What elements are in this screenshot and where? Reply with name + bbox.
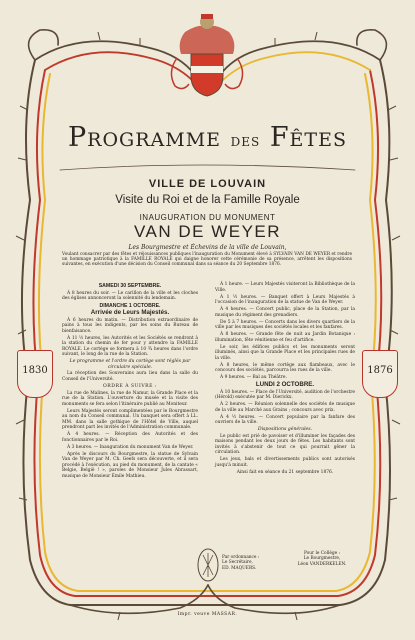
left-paragraph: Après le discours du Bourgmestre, la statue de Sylvain Van de Weyer par M. Ch. Geefs sera découverte, et il sera procédé à l'exécution, au pied du monument, de la cantate « Belgie, België ! », paroles de Monsieur Jules Abrassart, musique de Monsieur Émile Mathieu.: [62, 451, 198, 479]
bottom-emblem: [198, 549, 218, 581]
right-paragraph: À 4 ½ heures. — Concert populaire par la fanfare des ouvriers de la ville.: [215, 414, 355, 425]
visit-line: Visite du Roi et de la Famille Royale: [115, 194, 300, 206]
college-label: Pour le Collège :: [303, 551, 341, 556]
year-left: 1830: [22, 365, 48, 376]
year-shield-left: [17, 350, 53, 398]
samedi-heading: SAMEDI 30 SEPTEMBRE.: [98, 283, 162, 289]
city-subtitle: VILLE DE LOUVAIN: [148, 178, 267, 190]
title-fetes: Fêtes: [269, 122, 347, 153]
ordre-heading: ORDRE À SUIVRE :: [103, 384, 157, 389]
left-paragraph: La rue de Malines, la rue de Namur, la Grande Place et la rue de la Station. L'ouverture du musée et la visite des monuments se fera selon l'itinéraire publié au Moniteur.: [62, 390, 198, 407]
coat-of-arms: [171, 14, 242, 96]
left-column: [62, 282, 198, 481]
right-paragraph: À 2 heures. — Réunion solennelle des sociétés de musique de la ville au Marché aux Grains ; concours avec prix.: [215, 402, 355, 413]
left-paragraph: À 6 heures du matin. — Distribution extraordinaire de pains à tous les indigents, par les soins du Bureau de bienfaisance.: [62, 317, 198, 334]
left-paragraph: À 11 ½ heures, les Autorités et les Sociétés se rendront à la station du chemin de fer pour y attendre la FAMILLE ROYALE. Le cortège se formera à 10 ¾ heures dans l'ordre suivant, le long de la rue de la Station.: [62, 335, 198, 357]
title-main: Programme: [67, 122, 222, 153]
intro-heading: Les Bourgmestre et Échevins de la ville de Louvain,: [128, 244, 287, 251]
arrivee-heading: Arrivée de Leurs Majestés.: [90, 309, 170, 316]
left-paragraph: La réception des Souverains aura lieu dans la salle du Conseil de l'Université.: [62, 371, 198, 382]
sec-title: Le Secrétaire,: [222, 560, 253, 566]
college-title: Le Bourgmestre,: [303, 556, 341, 562]
right-paragraph: À 8 heures. — Grande fête de nuit au Jardin Botanique : illumination, fête vénitienne et feu d'artifice.: [215, 332, 355, 343]
signed-line: Ainsi fait en séance du 21 septembre 1876.: [236, 469, 334, 475]
right-paragraph: Les jeux, bals et divertissements publics sont autorisés jusqu'à minuit.: [215, 457, 355, 468]
note: Le programme et l'ordre du cortège sont réglés par circulaire spéciale.: [69, 359, 191, 370]
right-paragraph: À 4 heures. — Concert public, place de la Station, par la musique du régiment des grenadiers.: [215, 307, 355, 318]
left-paragraph: À 3 heures. — Inauguration du monument Van de Weyer.: [67, 444, 194, 450]
dispositions-heading: Dispositions générales.: [257, 427, 313, 432]
right-paragraph: À 1 heure. — Leurs Majestés visiteront la Bibliothèque de la Ville.: [215, 282, 355, 293]
year-right: 1876: [367, 365, 393, 376]
samedi-text: À 8 heures du soir. — Le carillon de la ville et les cloches des églises annonceront la solennité du lendemain.: [62, 290, 198, 301]
right-paragraph: Le soir, les édifices publics et les monuments seront illuminés, ainsi que la Grande Place et les principales rues de la ville.: [215, 344, 355, 361]
right-column: [215, 282, 355, 477]
page-title: [40, 122, 375, 153]
printer-line: Impr. veuve MASSAR.: [177, 612, 238, 617]
left-paragraph: Leurs Majestés seront complimentées par le Bourgmestre au nom du Conseil communal. Un banquet sera offert à LL. MM. dans la salle gothique de l'Hôtel de Ville, auquel prendront part les invités de l'Administration communale.: [62, 408, 198, 430]
lundi-heading: LUNDI 2 OCTOBRE.: [255, 381, 315, 388]
sec-name: ED. MAQUERS.: [222, 565, 257, 571]
right-paragraph: À 8 heures, le même cortège aux flambeaux, avec le concours des sociétés, parcourra les rues de la ville.: [215, 362, 355, 373]
inauguration-line: INAUGURATION DU MONUMENT: [139, 213, 276, 222]
right-paragraph: De 5 à 7 heures. — Concerts dans les divers quartiers de la ville par les musiques des sociétés locales et les fanfares.: [215, 319, 355, 330]
secretary-signature: [222, 555, 282, 571]
right-paragraph: À 9 heures. — Bal au Théâtre.: [220, 375, 287, 380]
college-name: Léon VANDERKELEN.: [297, 561, 347, 567]
right-paragraph: Le public est prié de pavoiser et d'illuminer les façades des maisons pendant les deux jours de fêtes. Les habitants sont invités à s'abstenir de tout ce qui pourrait gêner la circulation.: [215, 433, 355, 455]
right-paragraph: À 10 heures. — Place de l'Université, audition de l'orchestre (Hérold) exécutée par M. Dierickx.: [215, 389, 355, 400]
sec-label: Par ordonnance :: [222, 555, 260, 560]
left-paragraph: À 4 heures. — Réception des Autorités et des fonctionnaires par le Roi.: [62, 432, 198, 443]
year-shield-right: [362, 350, 398, 398]
college-signature: [288, 551, 356, 567]
right-paragraph: À 1 ½ heures. — Banquet offert à Leurs Majestés à l'occasion de l'inauguration de la statue de Van de Weyer.: [215, 294, 355, 305]
monument-name: VAN DE WEYER: [133, 222, 282, 241]
dimanche-heading: DIMANCHE 1 OCTOBRE.: [99, 302, 161, 309]
title-des: des: [230, 131, 261, 151]
intro-text: Voulant consacrer par des fêtes et réjouissances publiques l'inauguration du Monument élevé à SYLVAIN VAN DE WEYER et rendre un hommage patriotique à la FAMILLE ROYALE qui daigne honorer cette cérémonie de sa présence, arrêtent les dispositions suivantes, en exécution d'une décision du Conseil communal dans sa séance du 20 Septembre 1876.: [62, 252, 352, 268]
